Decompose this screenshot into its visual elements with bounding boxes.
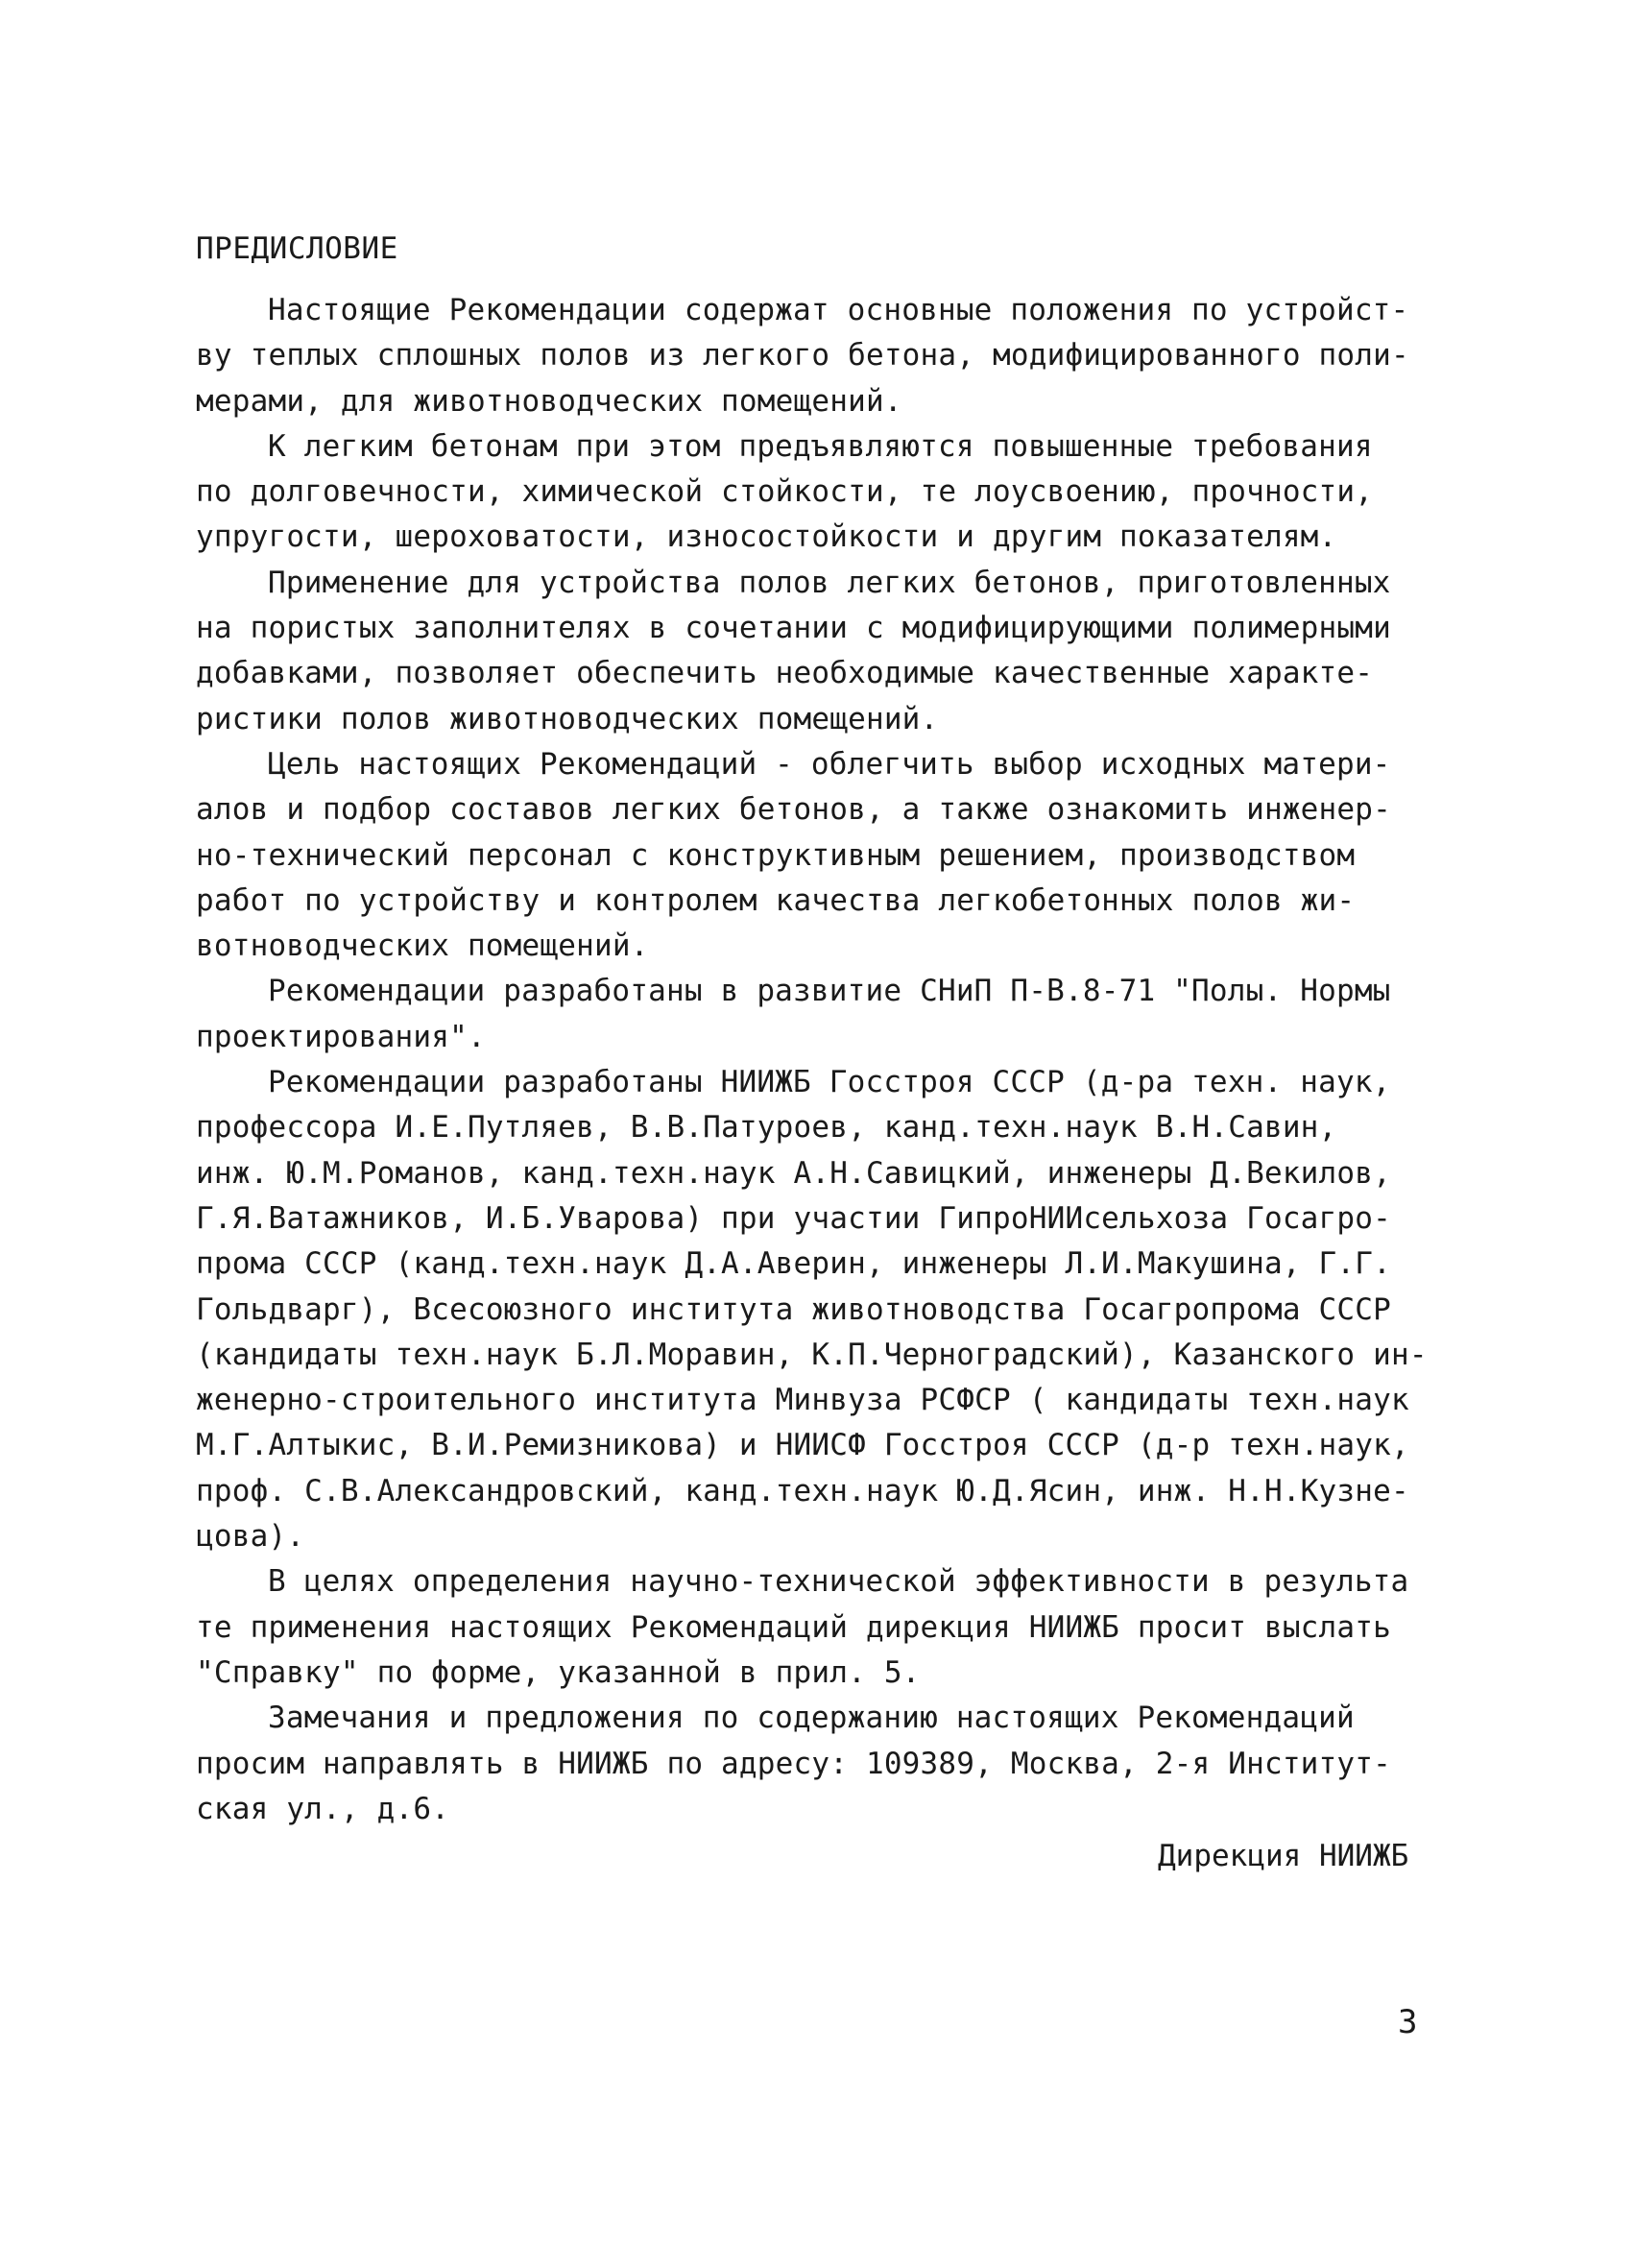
text-line: В целях определения научно-технической эффективности в результа [268, 1564, 1409, 1600]
text-line: но-технический персонал с конструктивным решением, производством [196, 837, 1356, 873]
text-line: вотноводческих помещений. [196, 929, 649, 964]
page-title: ПРЕДИСЛОВИЕ [196, 231, 398, 266]
text-line: Настоящие Рекомендации содержат основные положения по устройст- [268, 293, 1409, 327]
text-line: Гольдварг), Всесоюзного института животноводства Госагропрома СССР [196, 1291, 1391, 1327]
text-line: проектирования". [196, 1019, 486, 1054]
text-line: "Справку" по форме, указанной в прил. 5. [196, 1654, 921, 1690]
text-line: (кандидаты техн.наук Б.Л.Моравин, К.П.Черноградский), Казанского ин- [196, 1337, 1428, 1372]
text-line: просим направлять в НИИЖБ по адресу: 109389, Москва, 2-я Институт- [196, 1746, 1391, 1781]
text-line: работ по устройству и контролем качества легкобетонных полов жи- [196, 882, 1356, 918]
text-line: Рекомендации разработаны НИИЖБ Госстроя СССР (д-ра техн. наук, [268, 1065, 1391, 1100]
text-line: инж. Ю.М.Романов, канд.техн.наук А.Н.Савицкий, инженеры Д.Векилов, [196, 1155, 1391, 1191]
text-line: Цель настоящих Рекомендаций - облегчить выбор исходных матери- [268, 746, 1391, 782]
text-line: алов и подбор составов легких бетонов, а также ознакомить инженер- [196, 792, 1391, 828]
text-line: те применения настоящих Рекомендаций дирекция НИИЖБ просит выслать [196, 1609, 1391, 1645]
text-line: Применение для устройства полов легких бетонов, приготовленных [268, 565, 1391, 600]
text-line: ристики полов животноводческих помещений. [196, 701, 939, 736]
text-line: М.Г.Алтыкис, В.И.Ремизникова) и НИИСФ Госстроя СССР (д-р техн.наук, [196, 1428, 1409, 1463]
text-line: цова). [196, 1519, 305, 1555]
text-line: мерами, для животноводческих помещений. [196, 383, 902, 419]
text-line: Рекомендации разработаны в развитие СНиП П-В.8-71 "Полы. Нормы [268, 974, 1391, 1009]
text-line: упругости, шероховатости, износостойкости и другим показателям. [196, 519, 1337, 555]
text-line: проф. С.В.Александровский, канд.техн.наук Ю.Д.Ясин, инж. Н.Н.Кузне- [196, 1473, 1409, 1508]
text-line: добавками, позволяет обеспечить необходимые качественные характе- [196, 656, 1374, 691]
text-line: ву теплых сплошных полов из легкого бетона, модифицированного поли- [196, 338, 1409, 374]
text-line: по долговечности, химической стойкости, те лоусвоению, прочности, [196, 474, 1374, 510]
text-line: К легким бетонам при этом предъявляются повышенные требования [268, 428, 1373, 464]
text-line: женерно-строительного института Минвуза РСФСР ( кандидаты техн.наук [196, 1383, 1409, 1418]
text-line: ская ул., д.6. [196, 1791, 450, 1826]
page-number: 3 [1398, 2003, 1418, 2041]
text-line: прома СССР (канд.техн.наук Д.А.Аверин, инженеры Л.И.Макушина, Г.Г. [196, 1246, 1391, 1282]
text-line: на пористых заполнителях в сочетании с модифицирующими полимерными [196, 611, 1391, 646]
preface-body [196, 288, 1444, 1832]
text-line: Г.Я.Ватажников, И.Б.Уварова) при участии ГипроНИИсельхоза Госагро- [196, 1200, 1391, 1236]
text-line: Замечания и предложения по содержанию настоящих Рекомендаций [268, 1701, 1355, 1736]
text-line: профессора И.Е.Путляев, В.В.Патуроев, канд.техн.наук В.Н.Савин, [196, 1110, 1337, 1146]
signature: Дирекция НИИЖБ [1158, 1839, 1409, 1873]
